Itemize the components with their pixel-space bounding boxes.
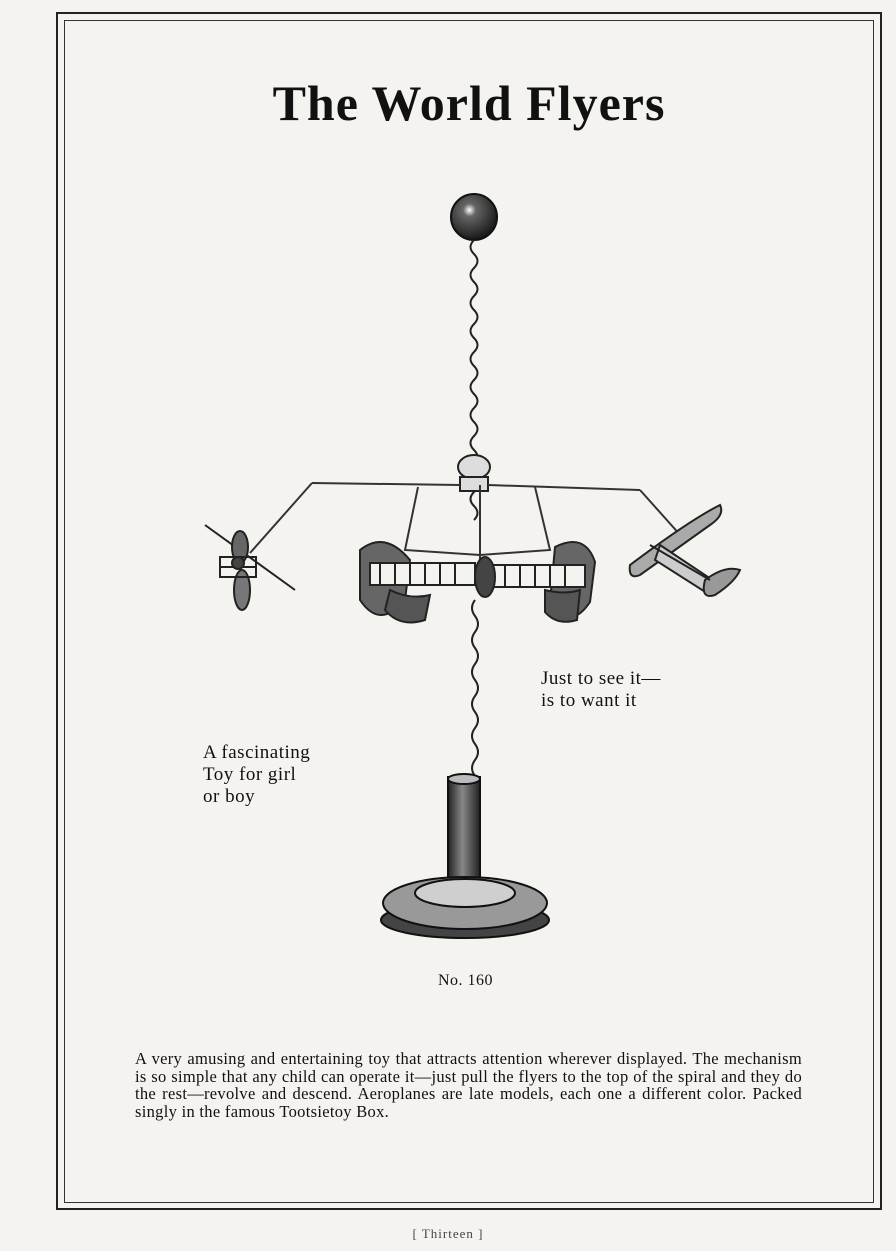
caption-just-to-see-it: Just to see it— is to want it bbox=[541, 668, 661, 711]
model-number: No. 160 bbox=[438, 972, 494, 989]
spiral-rod-lower bbox=[472, 600, 478, 792]
left-aeroplane bbox=[205, 525, 295, 610]
right-aeroplane bbox=[630, 505, 740, 596]
caption-fascinating-toy: A fascinating Toy for girl or boy bbox=[203, 742, 311, 807]
top-ball bbox=[451, 194, 497, 240]
hub bbox=[458, 455, 490, 491]
stand-base bbox=[381, 774, 549, 938]
world-flyers-toy-illustration bbox=[190, 185, 770, 945]
page-number: [ Thirteen ] bbox=[412, 1226, 484, 1241]
page-title: The World Flyers bbox=[272, 75, 666, 131]
product-description: A very amusing and entertaining toy that attracts attention wherever displayed. The mechanism is so simple that any child can operate it—just pull the flyers to the top of the spiral and they do the rest—revolve and descend. Aeroplanes are late models, each one a different color. Packed singly in the famous Tootsietoy Box. bbox=[135, 1049, 802, 1121]
